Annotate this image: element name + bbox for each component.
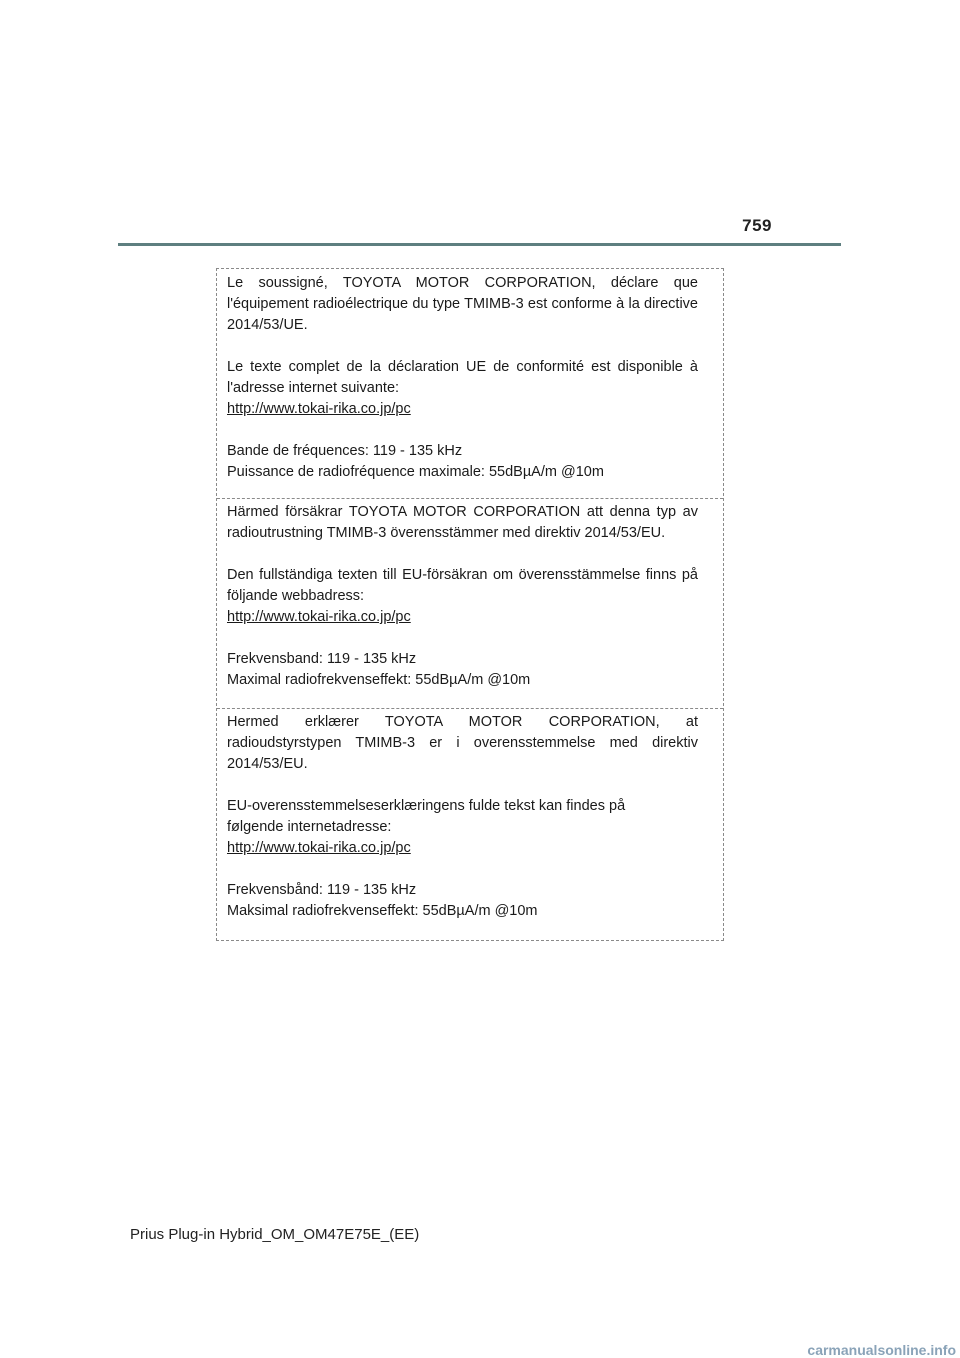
section-french: [217, 269, 723, 499]
declaration-url-link[interactable]: http://www.tokai-rika.co.jp/pc: [227, 401, 411, 417]
fulltext-intro-line-2: følgende internetadresse:: [227, 819, 392, 835]
declaration-url-link[interactable]: http://www.tokai-rika.co.jp/pc: [227, 609, 411, 625]
fulltext-paragraph: [227, 565, 698, 628]
conformity-declaration-box: [216, 268, 724, 941]
fulltext-intro-line-1: EU-overensstemmelseserklæringens fulde tekst kan findes på: [227, 798, 626, 814]
document-footer: Prius Plug-in Hybrid_OM_OM47E75E_(EE): [130, 1226, 420, 1243]
fulltext-intro: Den fullständiga texten till EU-försäkran om överensstämmelse finns på följande webbadress:: [227, 567, 698, 604]
max-power: Maximal radiofrekvenseffekt: 55dBµA/m @10m: [227, 672, 531, 688]
spec-paragraph: [227, 649, 698, 691]
spec-paragraph: [227, 441, 698, 483]
fulltext-paragraph: [227, 357, 698, 420]
section-danish: [217, 709, 723, 941]
frequency-band: Frekvensbånd: 119 - 135 kHz: [227, 882, 417, 898]
declaration-url-link[interactable]: http://www.tokai-rika.co.jp/pc: [227, 840, 411, 856]
page-number: 759: [742, 216, 772, 235]
declaration-text: Le soussigné, TOYOTA MOTOR CORPORATION, déclare que l'équipement radioélectrique du type TMIMB-3 est conforme à la directive 2014/53/UE.: [227, 275, 698, 333]
fulltext-intro: Le texte complet de la déclaration UE de conformité est disponible à l'adresse internet suivante:: [227, 359, 698, 396]
header-rule: [118, 243, 841, 246]
frequency-band: Frekvensband: 119 - 135 kHz: [227, 651, 417, 667]
section-swedish: [217, 499, 723, 709]
spec-paragraph: [227, 880, 698, 922]
max-power: Maksimal radiofrekvenseffekt: 55dBµA/m @10m: [227, 903, 538, 919]
declaration-text: Hermed erklærer TOYOTA MOTOR CORPORATION, at radioudstyrstypen TMIMB-3 er i overensstemmelse med direktiv 2014/53/EU.: [227, 714, 698, 772]
watermark: carmanualsonline.info: [807, 1342, 956, 1358]
frequency-band: Bande de fréquences: 119 - 135 kHz: [227, 443, 463, 459]
declaration-text: Härmed försäkrar TOYOTA MOTOR CORPORATION att denna typ av radioutrustning TMIMB-3 överensstämmer med direktiv 2014/53/EU.: [227, 504, 698, 541]
max-power: Puissance de radiofréquence maximale: 55dBµA/m @10m: [227, 464, 604, 480]
fulltext-paragraph: [227, 796, 698, 859]
